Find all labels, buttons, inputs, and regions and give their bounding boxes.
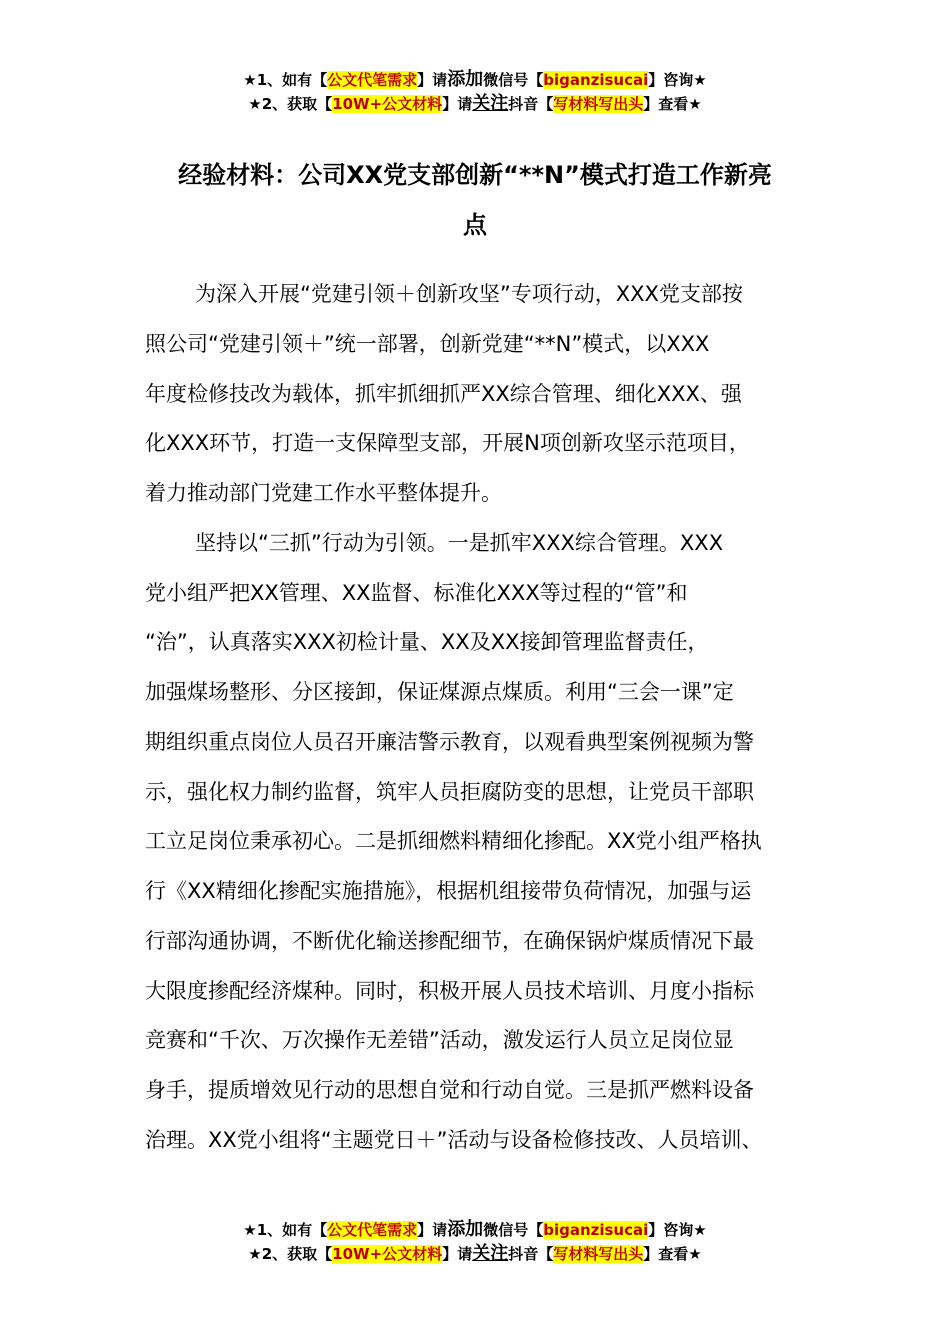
body-line: 加强煤场整形、分区接卸，保证煤源点煤质。利用“三会一课”定 bbox=[145, 680, 734, 704]
ad-text: 】咨询★ bbox=[648, 1221, 707, 1239]
body-line: 化XXX环节，打造一支保障型支部，开展N项创新攻坚示范项目， bbox=[145, 431, 750, 456]
ad-highlight-wechat-id: biganzisucai bbox=[543, 71, 649, 89]
ad-text: 】请 bbox=[417, 1221, 448, 1239]
body-line: 坚持以“三抓”行动为引领。一是抓牢XXX综合管理。XXX bbox=[195, 530, 724, 555]
body-line: 期组织重点岗位人员召开廉洁警示教育，以观看典型案例视频为警 bbox=[145, 729, 754, 754]
body-line: 大限度掺配经济煤种。同时，积极开展人员技术培训、月度小指标 bbox=[145, 978, 754, 1003]
ad-highlight: 10W+公文材料 bbox=[332, 95, 443, 113]
ad-text: 】请 bbox=[442, 1245, 473, 1263]
document-title bbox=[145, 150, 805, 250]
ad-text: 抖音【 bbox=[508, 95, 554, 113]
ad-text: 】咨询★ bbox=[648, 71, 707, 89]
footer-ad-line-1 bbox=[0, 1218, 950, 1242]
body-line: 为深入开展“党建引领＋创新攻坚”专项行动，XXX党支部按 bbox=[195, 282, 743, 306]
body-line: 行《XX精细化掺配实施措施》，根据机组接带负荷情况，加强与运 bbox=[145, 879, 752, 903]
ad-text: ★1、如有【 bbox=[243, 1221, 328, 1239]
body-line: 年度检修技改为载体，抓牢抓细抓严XX综合管理、细化XXX、强 bbox=[145, 381, 742, 406]
body-line: 行部沟通协调，不断优化输送掺配细节，在确保锅炉煤质情况下最 bbox=[145, 928, 754, 953]
title-line-2: 点 bbox=[463, 211, 487, 239]
footer-ad-line-2 bbox=[0, 1242, 950, 1266]
body-line: “治”，认真落实XXX初检计量、XX及XX接卸管理监督责任， bbox=[145, 630, 709, 655]
ad-text: 抖音【 bbox=[508, 1245, 554, 1263]
header-ad bbox=[0, 68, 950, 116]
header-ad-line-1 bbox=[0, 68, 950, 92]
ad-highlight-wechat-id: biganzisucai bbox=[543, 1221, 649, 1239]
ad-text: 微信号【 bbox=[483, 1221, 544, 1239]
body-line: 着力推动部门党建工作水平整体提升。 bbox=[145, 481, 502, 505]
body-line: 示，强化权力制约监督，筑牢人员拒腐防变的思想，让党员干部职 bbox=[145, 779, 754, 804]
ad-highlight-douyin: 写材料写出头 bbox=[553, 95, 644, 113]
body-line: 照公司“党建引领＋”统一部署，创新党建“**N”模式，以XXX bbox=[145, 331, 710, 356]
ad-highlight: 公文代笔需求 bbox=[327, 71, 418, 89]
ad-emphasis: 添加 bbox=[447, 69, 484, 90]
ad-highlight: 公文代笔需求 bbox=[327, 1221, 418, 1239]
body-line: 竞赛和“千次、万次操作无差错”活动，激发运行人员立足岗位显 bbox=[145, 1028, 734, 1053]
ad-text: 】请 bbox=[442, 95, 473, 113]
footer-ad bbox=[0, 1218, 950, 1266]
header-ad-line-2 bbox=[0, 92, 950, 116]
body-line: 党小组严把XX管理、XX监督、标准化XXX等过程的“管”和 bbox=[145, 580, 688, 605]
title-line-1: 经验材料：公司XX党支部创新“**N”模式打造工作新亮 bbox=[178, 161, 772, 189]
ad-text: 】请 bbox=[417, 71, 448, 89]
ad-emphasis: 添加 bbox=[447, 1219, 484, 1240]
ad-highlight: 10W+公文材料 bbox=[332, 1245, 443, 1263]
ad-text: ★2、获取【 bbox=[248, 95, 333, 113]
document-body bbox=[145, 270, 817, 1166]
ad-text: ★2、获取【 bbox=[248, 1245, 333, 1263]
ad-text: ★1、如有【 bbox=[243, 71, 328, 89]
ad-text: 】查看★ bbox=[643, 95, 702, 113]
body-line: 身手，提质增效见行动的思想自觉和行动自觉。三是抓严燃料设备 bbox=[145, 1078, 754, 1102]
body-line: 工立足岗位秉承初心。二是抓细燃料精细化掺配。XX党小组严格执 bbox=[145, 829, 762, 854]
ad-emphasis: 关注 bbox=[472, 1243, 509, 1264]
ad-text: 微信号【 bbox=[483, 71, 544, 89]
ad-text: 】查看★ bbox=[643, 1245, 702, 1263]
body-line: 治理。XX党小组将“主题党日＋”活动与设备检修技改、人员培训、 bbox=[145, 1127, 763, 1152]
ad-highlight-douyin: 写材料写出头 bbox=[553, 1245, 644, 1263]
ad-emphasis: 关注 bbox=[472, 93, 509, 114]
